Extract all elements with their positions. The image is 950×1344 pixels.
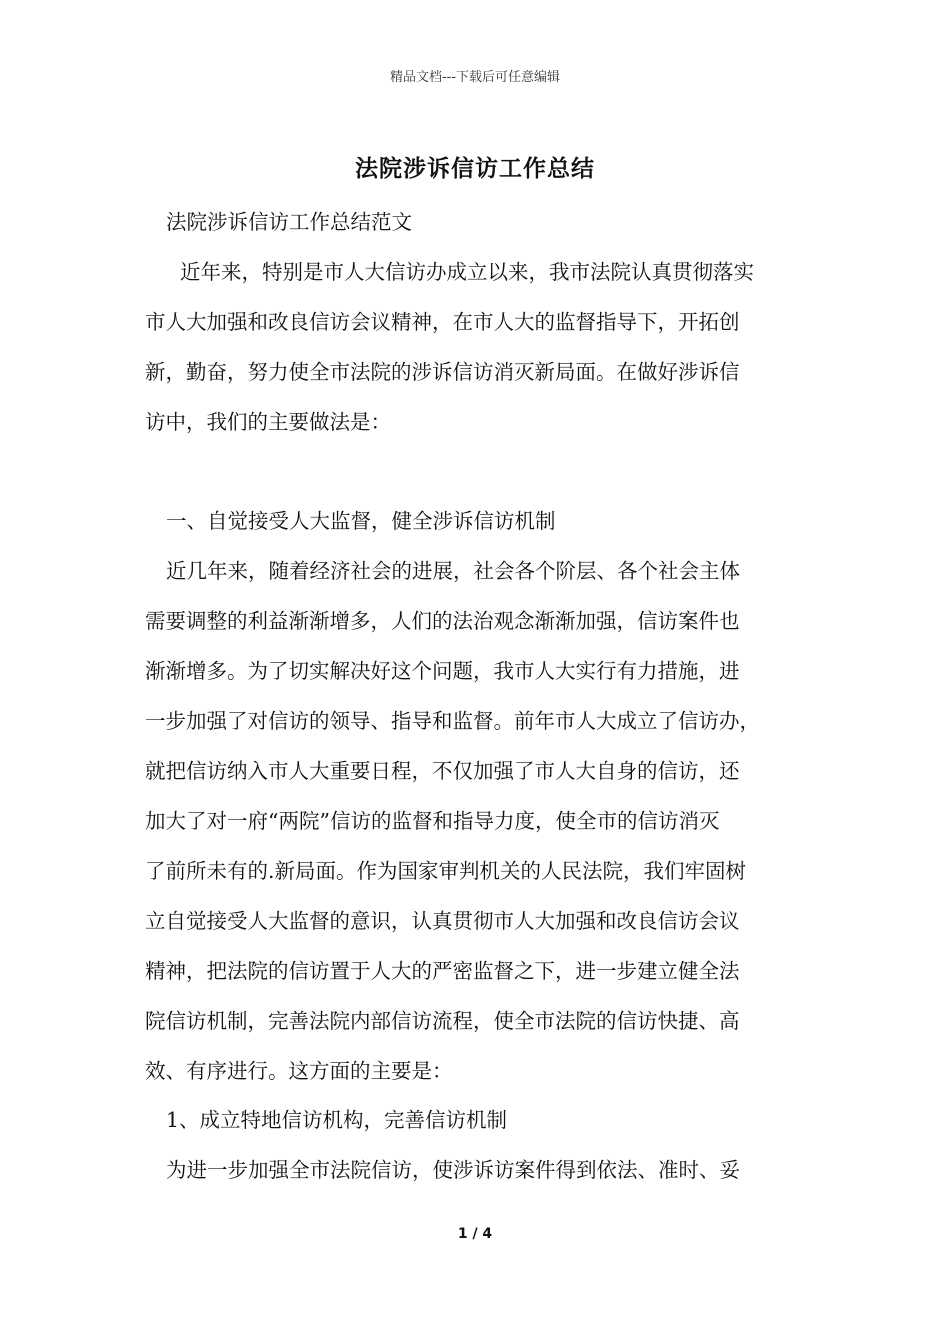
section-1-line-6: 加大了对一府“两院”信访的监督和指导力度，使全市的信访消灭 (145, 809, 720, 833)
document-subtitle: 法院涉诉信访工作总结范文 (166, 210, 412, 234)
section-1-line-1: 近几年来，随着经济社会的进展，社会各个阶层、各个社会主体 (166, 559, 740, 583)
section-1-line-2: 需要调整的利益渐渐增多，人们的法治观念渐渐加强，信访案件也 (145, 609, 740, 633)
subsection-1-heading: 1、成立特地信访机构，完善信访机制 (166, 1108, 508, 1132)
section-1-line-9: 精神，把法院的信访置于人大的严密监督之下，进一步建立健全法 (145, 959, 740, 983)
section-1-line-3: 渐渐增多。为了切实解决好这个问题，我市人大实行有力措施，进 (145, 659, 740, 683)
page-header: 精品文档---下载后可任意编辑 (389, 70, 561, 85)
intro-line-3: 新，勤奋，努力使全市法院的涉诉信访消灭新局面。在做好涉诉信 (145, 360, 740, 384)
intro-line-2: 市人大加强和改良信访会议精神，在市人大的监督指导下，开拓创 (145, 310, 740, 334)
section-1-line-10: 院信访机制，完善法院内部信访流程，使全市法院的信访快捷、高 (145, 1009, 740, 1033)
intro-line-4: 访中，我们的主要做法是： (145, 410, 391, 434)
subsection-1-line-1: 为进一步加强全市法院信访，使涉诉访案件得到依法、准时、妥 (166, 1158, 740, 1182)
section-1-heading: 一、自觉接受人大监督，健全涉诉信访机制 (166, 509, 556, 533)
section-1-line-5: 就把信访纳入市人大重要日程，不仅加强了市人大自身的信访，还 (145, 759, 740, 783)
page-number: 1 / 4 (457, 1226, 493, 1242)
document-title: 法院涉诉信访工作总结 (355, 155, 595, 182)
section-1-line-7: 了前所未有的.新局面。作为国家审判机关的人民法院，我们牢固树 (145, 859, 747, 883)
section-1-line-4: 一步加强了对信访的领导、指导和监督。前年市人大成立了信访办， (145, 709, 760, 733)
intro-line-1: 近年来，特别是市人大信访办成立以来，我市法院认真贯彻落实 (180, 260, 754, 284)
section-1-line-11: 效、有序进行。这方面的主要是： (145, 1059, 453, 1083)
section-1-line-8: 立自觉接受人大监督的意识，认真贯彻市人大加强和改良信访会议 (145, 909, 740, 933)
